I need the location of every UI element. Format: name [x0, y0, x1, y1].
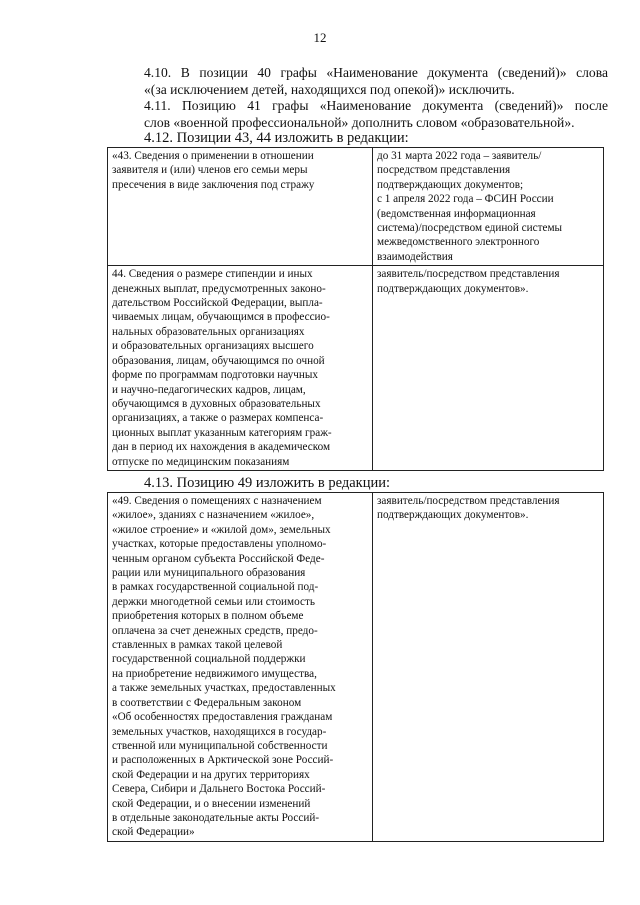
- cell-line: и научно-педагогических кадров, лицам,: [112, 383, 306, 396]
- cell-line: заявитель/посредством представления: [377, 268, 560, 281]
- cell-line: оплачена за счет денежных средств, предо-: [112, 624, 318, 637]
- section-heading-4-12: 4.12. Позиции 43, 44 изложить в редакции:: [144, 130, 409, 146]
- cell-line: система)/посредством единой системы: [377, 222, 563, 235]
- section-heading-4-13: 4.13. Позицию 49 изложить в редакции:: [144, 475, 391, 491]
- cell-line: ственной или муниципальной собственности: [112, 739, 328, 752]
- page-number: 12: [313, 30, 327, 45]
- table-row: [108, 493, 604, 842]
- cell-line: (ведомственная информационная: [377, 207, 536, 220]
- cell-line: заявитель/посредством представления: [377, 495, 560, 507]
- cell-line: чиваемых лицам, обучающимся в профессио-: [112, 311, 330, 324]
- paragraph-4-10: [112, 64, 608, 98]
- cell-line: приобретения которых в полном объеме: [112, 610, 304, 623]
- paragraph-line: «(за исключением детей, находящихся под опекой)» исключить.: [144, 82, 515, 97]
- table-cell-source: [373, 493, 604, 842]
- cell-line: и расположенных в Арктической зоне Россий-: [112, 754, 334, 767]
- table-cell-name: [108, 493, 373, 842]
- cell-line: взаимодействия: [377, 250, 453, 263]
- cell-line: денежных выплат, предусмотренных законо-: [112, 282, 326, 295]
- table-cell-source: [373, 266, 604, 471]
- cell-line: ченным органом субъекта Российской Феде-: [112, 552, 325, 565]
- cell-line: «жилое», зданиях с назначением «жилое»,: [112, 509, 315, 522]
- cell-line: дательством Российской Федерации, выпла-: [112, 297, 323, 310]
- cell-line: в рамках государственной социальной под-: [112, 581, 319, 594]
- cell-line: посредством представления: [377, 164, 511, 177]
- cell-line: подтверждающих документов».: [377, 282, 529, 295]
- cell-line: держки многодетной семьи или стоимость: [112, 595, 315, 608]
- cell-line: Севера, Сибири и Дальнего Востока Россий-: [112, 783, 326, 796]
- cell-line: 44. Сведения о размере стипендии и иных: [112, 268, 313, 281]
- table-cell-name: [108, 148, 373, 266]
- cell-line: ской Федерации и на других территориях: [112, 768, 310, 781]
- cell-line: межведомственного электронного: [377, 236, 540, 249]
- cell-line: в отдельные законодательные акты Россий-: [112, 811, 320, 824]
- cell-line: земельных участков, находящихся в государ-: [112, 725, 327, 738]
- table-positions-43-44: [107, 147, 604, 471]
- paragraph-line: слов «военной профессиональной» дополнить словом «образовательной».: [144, 115, 575, 130]
- cell-line: а также земельных участках, предоставленных: [112, 682, 336, 695]
- cell-line: рации или муниципального образования: [112, 567, 306, 580]
- cell-line: «43. Сведения о применении в отношении: [112, 150, 314, 162]
- cell-line: участках, которые предоставлены уполномо-: [112, 538, 327, 551]
- cell-line: подтверждающих документов».: [377, 509, 529, 522]
- cell-line: образования, лицам, обучающимся по очной: [112, 354, 325, 367]
- cell-line: ставленных в рамках такой целевой: [112, 639, 283, 652]
- cell-line: заявителя и (или) членов его семьи меры: [112, 164, 308, 177]
- cell-line: нальных образовательных организациях: [112, 325, 305, 338]
- cell-line: обучающимся в духовных образовательных: [112, 397, 321, 410]
- cell-line: подтверждающих документов;: [377, 178, 524, 191]
- cell-line: форме по программам подготовки научных: [112, 369, 318, 382]
- cell-line: ской Федерации»: [112, 826, 195, 839]
- cell-line: на приобретение недвижимого имущества,: [112, 667, 317, 680]
- cell-line: ской Федерации, и о внесении изменений: [112, 797, 311, 810]
- cell-line: до 31 марта 2022 года – заявитель/: [377, 150, 542, 162]
- cell-line: в соответствии с Федеральным законом: [112, 696, 302, 709]
- cell-line: «жилое строение» и «жилой дом», земельных: [112, 523, 331, 536]
- cell-line: «Об особенностях предоставления гражданам: [112, 711, 333, 724]
- cell-line: государственной социальной поддержки: [112, 653, 306, 666]
- paragraph-line: 4.11. Позицию 41 графы «Наименование документа (сведений)» после: [144, 98, 608, 113]
- table-row: [108, 266, 604, 471]
- cell-line: и образовательных организациях высшего: [112, 340, 314, 353]
- cell-line: пресечения в виде заключения под стражу: [112, 178, 315, 191]
- table-row: [108, 148, 604, 266]
- table-cell-source: [373, 148, 604, 266]
- cell-line: дан в период их нахождения в академическом: [112, 441, 331, 454]
- cell-line: ционных выплат указанным категориям граж-: [112, 426, 332, 439]
- paragraph-line: 4.10. В позиции 40 графы «Наименование документа (сведений)» слова: [144, 65, 608, 80]
- cell-line: «49. Сведения о помещениях с назначением: [112, 495, 322, 507]
- cell-line: с 1 апреля 2022 года – ФСИН России: [377, 193, 554, 206]
- cell-line: отпуске по медицинским показаниям: [112, 455, 290, 468]
- cell-line: организациях, а также о размерах компенса-: [112, 412, 324, 425]
- paragraph-4-11: [112, 97, 608, 131]
- table-position-49: [107, 492, 604, 842]
- table-cell-name: [108, 266, 373, 471]
